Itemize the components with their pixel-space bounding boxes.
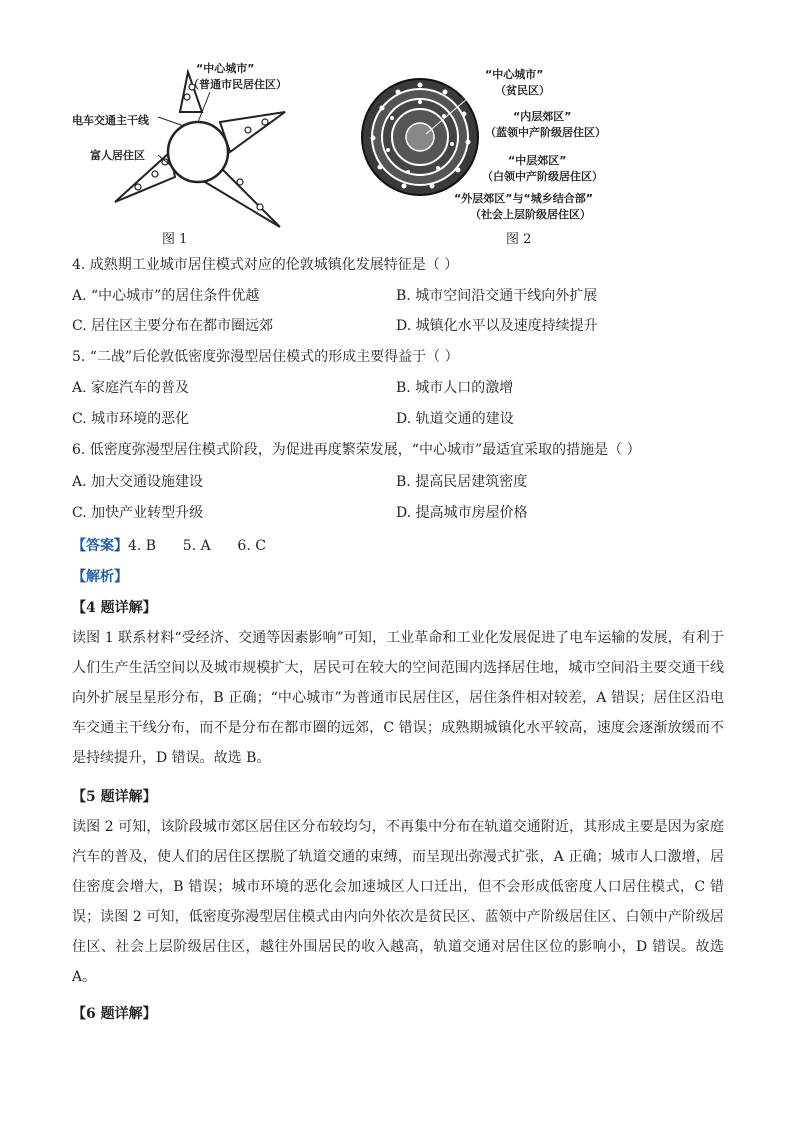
fig2-caption: 图 2	[506, 232, 532, 247]
question-6-option-b: B. 提高民居建筑密度	[396, 474, 528, 490]
city-core-circle	[168, 122, 228, 182]
fig2-inner-subtitle: （蓝领中产阶级居住区）	[485, 126, 606, 139]
question-5-stem: 5. “二战”后伦敦低密度弥漫型居住模式的形成主要得益于（ ）	[72, 349, 459, 365]
answer-value: 4. B 5. A 6. C	[128, 538, 266, 554]
detail-6-tag: 【6 题详解】	[72, 1006, 157, 1022]
fig2-outer-subtitle: （社会上层阶级居住区）	[470, 208, 591, 221]
question-4-option-d: D. 城镇化水平以及速度持续提升	[396, 318, 598, 334]
fig1-rich-label: 富人居住区	[90, 149, 145, 162]
analysis-tag: 【解析】	[72, 569, 128, 585]
star-arm	[220, 112, 285, 152]
fig2-center-title: “中心城市”	[485, 68, 544, 81]
question-6-option-d: D. 提高城市房屋价格	[396, 505, 528, 521]
detail-5-tag: 【5 题详解】	[72, 789, 157, 805]
fig2-inner-title: “内层郊区”	[513, 110, 572, 123]
question-5-option-b: B. 城市人口的激增	[396, 380, 514, 396]
question-4-option-b: B. 城市空间沿交通干线向外扩展	[396, 288, 598, 304]
question-4-option-c: C. 居住区主要分布在都市圈远郊	[72, 318, 274, 334]
fig1-center-title: “中心城市”	[196, 62, 255, 75]
fig2-center-subtitle: （贫民区）	[495, 84, 550, 97]
detail-4-tag: 【4 题详解】	[72, 600, 157, 616]
question-5-option-a: A. 家庭汽车的普及	[72, 380, 190, 396]
question-4-option-a: A. “中心城市”的居住条件优越	[72, 288, 260, 304]
answer-line	[72, 535, 266, 555]
fig1-caption: 图 1	[162, 232, 188, 247]
question-5-option-c: C. 城市环境的恶化	[72, 411, 190, 427]
fig2-middle-subtitle: （白领中产阶级居住区）	[482, 170, 603, 183]
answer-tag: 【答案】	[72, 538, 128, 554]
question-5-option-d: D. 轨道交通的建设	[396, 411, 514, 427]
fig2-middle-title: “中层郊区”	[508, 154, 567, 167]
question-6-option-c: C. 加快产业转型升级	[72, 505, 204, 521]
fig1-tram-label: 电车交通主干线	[72, 114, 149, 127]
question-6-option-a: A. 加大交通设施建设	[72, 474, 204, 490]
detail-4-text: 读图 1 联系材料“受经济、交通等因素影响”可知，工业革命和工业化发展促进了电车运输的发展，有利于人们生产生活空间以及城市规模扩大，居民可在较大的空间范围内选择居住地，城市空间沿主要交通干线向外扩展呈星形分布，B 正确；“中心城市”为普通市民居住区，居住条件相对较差，A 错误；居住区沿电车交通主干线分布，而不是分布在都市圈的远郊，C 错误；成熟期城镇化水平较高，速度会逐渐放缓而不是持续提升，D 错误。故选 B。	[72, 630, 724, 766]
figures-area	[70, 52, 630, 252]
detail-5-text: 读图 2 可知，该阶段城市郊区居住区分布较均匀，不再集中分布在轨道交通附近，其形成主要是因为家庭汽车的普及，使人们的居住区摆脱了轨道交通的束缚，而呈现出弥漫式扩张，A 正确；城市人口激增，居住密度会增大，B 错误；城市环境的恶化会加速城区人口迁出，但不会形成低密度人口居住模式，C 错误；读图 2 可知，低密度弥漫型居住模式由内向外依次是贫民区、蓝领中产阶级居住区、白领中产阶级居住区、社会上层阶级居住区，越往外围居民的收入越高，轨道交通对居住区位的影响小，D 错误。故选 A。	[72, 819, 724, 985]
question-4-stem: 4. 成熟期工业城市居住模式对应的伦敦城镇化发展特征是（ ）	[72, 257, 459, 273]
question-6-stem: 6. 低密度弥漫型居住模式阶段，为促进再度繁荣发展，“中心城市”最适宜采取的措施是（ ）	[72, 442, 641, 458]
fig2-outer-title: “外层郊区”与“城乡结合部”	[454, 192, 593, 205]
fig1-center-subtitle: （普通市民居住区）	[188, 78, 287, 91]
